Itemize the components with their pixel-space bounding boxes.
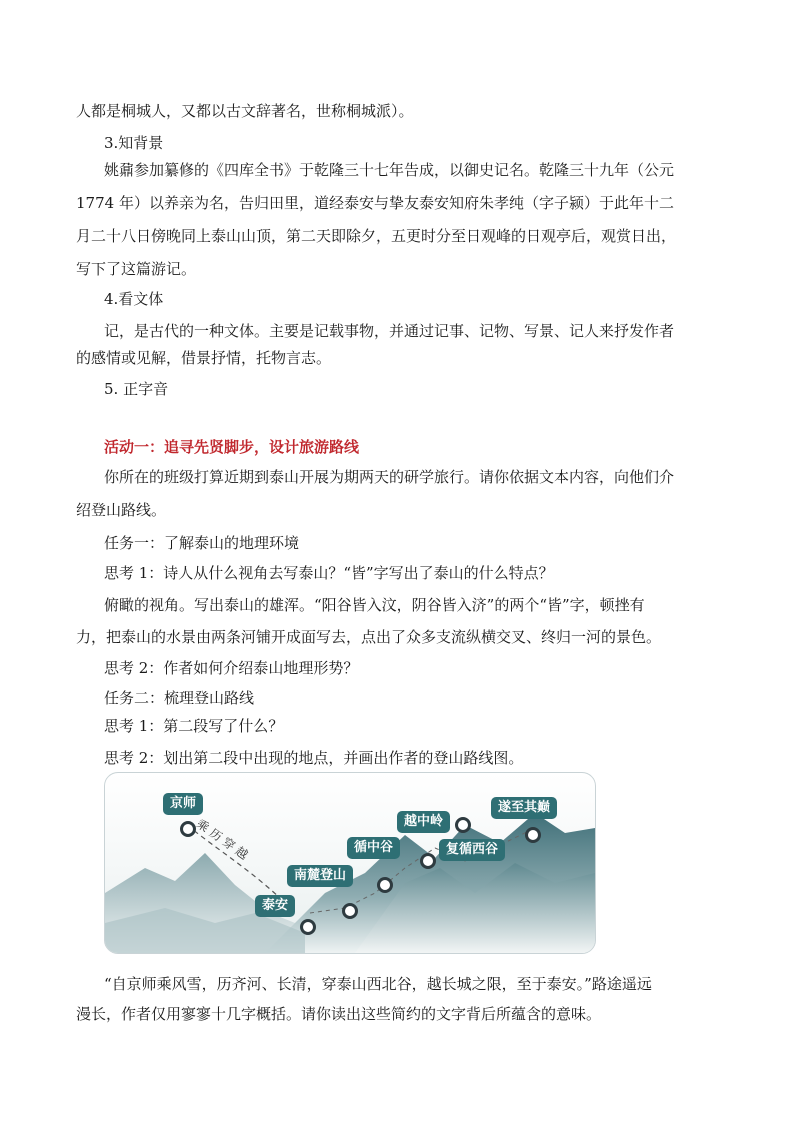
route-point	[300, 919, 316, 935]
route-node-nanlu: 南麓登山	[287, 865, 353, 887]
route-point	[525, 827, 541, 843]
route-node-yuezhongling: 越中岭	[397, 811, 450, 833]
text-line: 1774 年）以养亲为名，告归田里，道经泰安与挚友泰安知府朱孝纯（字子颍）于此年十二	[76, 194, 674, 212]
question-line: 思考 1：诗人从什么视角去写泰山？“皆”字写出了泰山的什么特点？	[104, 564, 554, 582]
route-node-fuxunxigu: 复循西谷	[439, 839, 505, 861]
route-point	[377, 877, 393, 893]
route-node-suizhi: 遂至其巅	[491, 797, 557, 819]
text-line: 人都是桐城人，又都以古文辞著名，世称桐城派）。	[76, 102, 414, 120]
answer-line: 力，把泰山的水景由两条河铺开成面写去，点出了众多支流纵横交叉、终归一河的景色。	[76, 628, 662, 646]
text-line: 漫长，作者仅用寥寥十几字概括。请你读出这些简约的文字背后所蕴含的意味。	[76, 1005, 602, 1023]
route-map-figure	[104, 772, 596, 954]
task-heading: 任务二：梳理登山路线	[104, 689, 255, 707]
section-heading: 3.知背景	[104, 134, 164, 152]
route-point	[420, 853, 436, 869]
text-line: 的感情或见解，借景抒情，托物言志。	[76, 349, 332, 367]
question-line: 思考 2：作者如何介绍泰山地理形势？	[104, 659, 359, 677]
text-line: “自京师乘风雪，历齐河、长清，穿泰山西北谷，越长城之限，至于泰安。”路途遥远	[104, 975, 652, 993]
text-line: 姚鼐参加纂修的《四库全书》于乾隆三十七年告成，以御史记名。乾隆三十九年（公元	[104, 161, 675, 179]
text-line: 你所在的班级打算近期到泰山开展为期两天的研学旅行。请你依据文本内容，向他们介	[104, 468, 675, 486]
activity-title: 活动一：追寻先贤脚步，设计旅游路线	[104, 438, 360, 456]
answer-line: 俯瞰的视角。写出泰山的雄浑。“阳谷皆入汶，阴谷皆入济”的两个“皆”字，顿挫有	[104, 596, 645, 614]
route-node-jingshi: 京师	[163, 793, 203, 815]
question-line: 思考 2：划出第二段中出现的地点，并画出作者的登山路线图。	[104, 749, 524, 767]
route-point	[455, 817, 471, 833]
text-line: 绍登山路线。	[76, 501, 167, 519]
route-point	[342, 903, 358, 919]
text-line: 记，是古代的一种文体。主要是记载事物，并通过记事、记物、写景、记人来抒发作者	[104, 322, 675, 340]
route-node-taian: 泰安	[255, 895, 295, 917]
section-heading: 5. 正字音	[104, 380, 169, 398]
text-line: 写下了这篇游记。	[76, 260, 197, 278]
route-node-xunzhonggu: 循中谷	[347, 837, 400, 859]
section-heading: 4.看文体	[104, 290, 164, 308]
text-line: 月二十八日傍晚同上泰山山顶，第二天即除夕，五更时分至日观峰的日观亭后，观赏日出，	[76, 227, 677, 245]
path-label: 乘 历 穿 越	[193, 816, 251, 863]
task-heading: 任务一：了解泰山的地理环境	[104, 534, 300, 552]
question-line: 思考 1：第二段写了什么？	[104, 717, 284, 735]
